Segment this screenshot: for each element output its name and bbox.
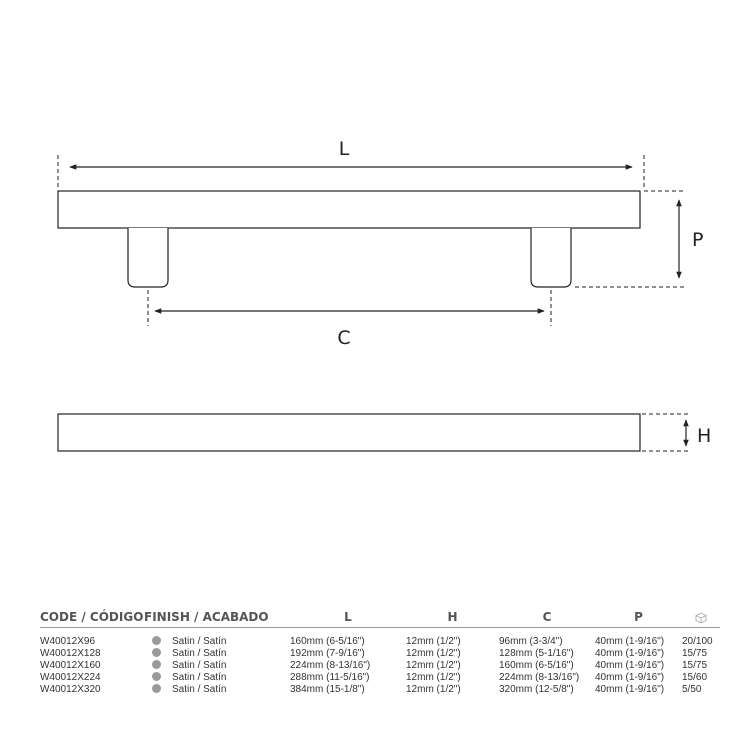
cell-centers: 128mm (5-1/16") [499,648,574,659]
finish-swatch [152,636,161,645]
dimension-length [58,138,644,190]
cell-code: W40012X96 [40,636,96,647]
cell-package: 15/75 [682,648,708,659]
finish-label: Satin / Satín [172,672,227,683]
cell-height: 12mm (1/2") [406,660,461,671]
cell-finish [144,628,290,649]
cell-projection: 40mm (1-9/16") [595,684,665,695]
cell-length: 224mm (8-13/16") [290,660,371,671]
finish-label: Satin / Satín [172,660,227,671]
cell-length: 288mm (11-5/16") [290,672,370,683]
cell-code: W40012X128 [40,648,101,659]
header-code: CODE / CÓDIGO [40,610,144,624]
cell-centers: 320mm (12-5/8") [499,684,574,695]
cell-code: W40012X224 [40,672,101,683]
cell-centers: 160mm (6-5/16") [499,660,574,671]
finish-swatch [152,648,161,657]
finish-swatch [152,684,161,693]
cell-package: 20/100 [682,636,713,647]
cell-finish [144,684,290,696]
cell-code: W40012X160 [40,660,101,671]
finish-swatch [152,672,161,681]
table-header-row [40,610,720,628]
cell-finish [144,672,290,684]
length-label: L [338,138,350,160]
cell-projection: 40mm (1-9/16") [595,660,665,671]
handle-profile [58,414,640,451]
handle-bar [58,191,640,228]
centers-label: C [337,327,351,349]
finish-label: Satin / Satín [172,684,227,695]
table-body [40,628,720,697]
header-centers: C [542,610,552,624]
header-projection: P [634,610,643,624]
cell-package: 15/60 [682,672,708,683]
cell-package: 15/75 [682,660,708,671]
cell-centers: 96mm (3-3/4") [499,636,563,647]
header-height: H [447,610,458,624]
handle-leg-right [531,228,571,287]
cell-package: 5/50 [682,684,702,695]
cell-length: 160mm (6-5/16") [290,636,365,647]
header-package [682,610,720,628]
table-row [40,648,720,660]
cell-projection: 40mm (1-9/16") [595,636,665,647]
cell-code: W40012X320 [40,684,101,695]
cell-height: 12mm (1/2") [406,684,461,695]
cell-height: 12mm (1/2") [406,636,461,647]
table-row [40,672,720,684]
handle-leg-left [128,228,168,287]
handle-front-view [58,191,640,287]
specification-table [40,610,720,696]
cell-length: 384mm (15-1/8") [290,684,365,695]
header-length: L [344,610,352,624]
finish-label: Satin / Satín [172,636,227,647]
cell-height: 12mm (1/2") [406,672,461,683]
table-row [40,660,720,672]
cell-finish [144,660,290,672]
dimension-centers [148,290,551,349]
header-finish: FINISH / ACABADO [144,610,269,624]
cell-projection: 40mm (1-9/16") [595,672,665,683]
box-icon [695,612,707,624]
cell-height: 12mm (1/2") [406,648,461,659]
finish-swatch [152,660,161,669]
table-row [40,628,720,649]
height-label: H [697,425,712,447]
finish-label: Satin / Satín [172,648,227,659]
table-row [40,684,720,696]
projection-label: P [692,229,704,251]
dimension-height [642,414,711,451]
cell-centers: 224mm (8-13/16") [499,672,580,683]
cell-length: 192mm (7-9/16") [290,648,365,659]
handle-side-view [58,414,640,451]
cell-projection: 40mm (1-9/16") [595,648,665,659]
cell-finish [144,648,290,660]
